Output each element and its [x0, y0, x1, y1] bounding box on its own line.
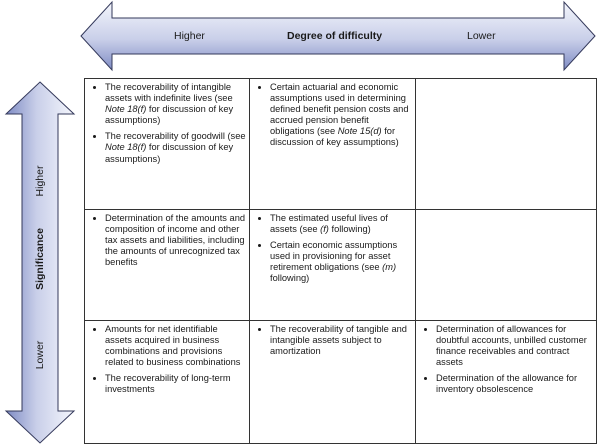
matrix-cell [85, 321, 250, 444]
bullet-item [105, 324, 246, 368]
bullet-item [436, 324, 593, 368]
matrix-cell [416, 321, 597, 444]
bullet-text: for discussion of key assumptions) [105, 104, 234, 126]
cell-bullet-list [88, 324, 246, 396]
matrix-row [85, 79, 597, 210]
bullet-text: Certain economic assumptions used in provisioning for asset retirement obligations (see [270, 240, 398, 273]
matrix-cell [85, 210, 250, 321]
bullet-item [105, 131, 246, 164]
matrix-cell [250, 210, 416, 321]
matrix-row [85, 321, 597, 444]
bullet-text: The recoverability of tangible and intangible assets subject to amortization [270, 324, 407, 357]
difficulty-higher-label: Higher [174, 30, 205, 42]
cell-bullet-list [419, 324, 593, 396]
bullet-text: Determination of allowances for doubtful accounts, unbilled customer finance receivables and contract assets [436, 324, 587, 368]
bullet-item [270, 240, 412, 284]
matrix-cell [416, 79, 597, 210]
matrix-row [85, 210, 597, 321]
bullet-text: The estimated useful lives of assets (see [270, 213, 388, 235]
bullet-item [105, 213, 246, 268]
significance-difficulty-matrix [84, 78, 597, 444]
bullet-text: following) [270, 273, 310, 284]
bullet-text: Determination of the amounts and composition of income and other tax assets and liabilities, including the amounts of unrecognized tax benefits [105, 213, 246, 268]
matrix-cell [85, 79, 250, 210]
bullet-text: Determination of the allowance for inventory obsolescence [436, 373, 578, 395]
cell-bullet-list [253, 213, 412, 285]
significance-higher-label: Higher [34, 165, 46, 197]
difficulty-lower-label: Lower [467, 30, 496, 42]
note-reference: Note 18(f) [105, 104, 147, 115]
note-reference: (m) [382, 262, 397, 273]
cell-bullet-list [253, 324, 412, 357]
bullet-text: Certain actuarial and economic assumptions used in determining defined benefit pension costs and accrued pension benefit obligations (see [270, 82, 409, 137]
bullet-item [105, 373, 246, 395]
bullet-text: The recoverability of intangible assets with indefinite lives (see [105, 82, 233, 104]
bullet-text: Amounts for net identifiable assets acquired in business combinations and provisions related to business combinations [105, 324, 241, 368]
bullet-text: The recoverability of long-term investments [105, 373, 231, 395]
cell-bullet-list [253, 82, 412, 149]
bullet-text: for discussion of key assumptions) [270, 126, 399, 148]
bullet-item [270, 324, 412, 357]
matrix-cell [416, 210, 597, 321]
bullet-item [105, 82, 246, 126]
difficulty-axis-title: Degree of difficulty [287, 30, 383, 42]
bullet-text: for discussion of key assumptions) [105, 142, 234, 164]
significance-lower-label: Lower [34, 340, 46, 370]
note-reference: Note 18(f) [105, 142, 147, 153]
matrix-cell [250, 79, 416, 210]
significance-axis-title: Significance [34, 228, 46, 290]
cell-bullet-list [88, 213, 246, 268]
note-reference: Note 15(d) [337, 126, 382, 137]
bullet-item [270, 213, 412, 235]
matrix-cell [250, 321, 416, 444]
bullet-text: following) [328, 224, 371, 235]
note-reference: (f) [320, 224, 329, 235]
cell-bullet-list [88, 82, 246, 165]
bullet-item [270, 82, 412, 149]
bullet-item [436, 373, 593, 395]
bullet-text: The recoverability of goodwill (see [105, 131, 246, 142]
